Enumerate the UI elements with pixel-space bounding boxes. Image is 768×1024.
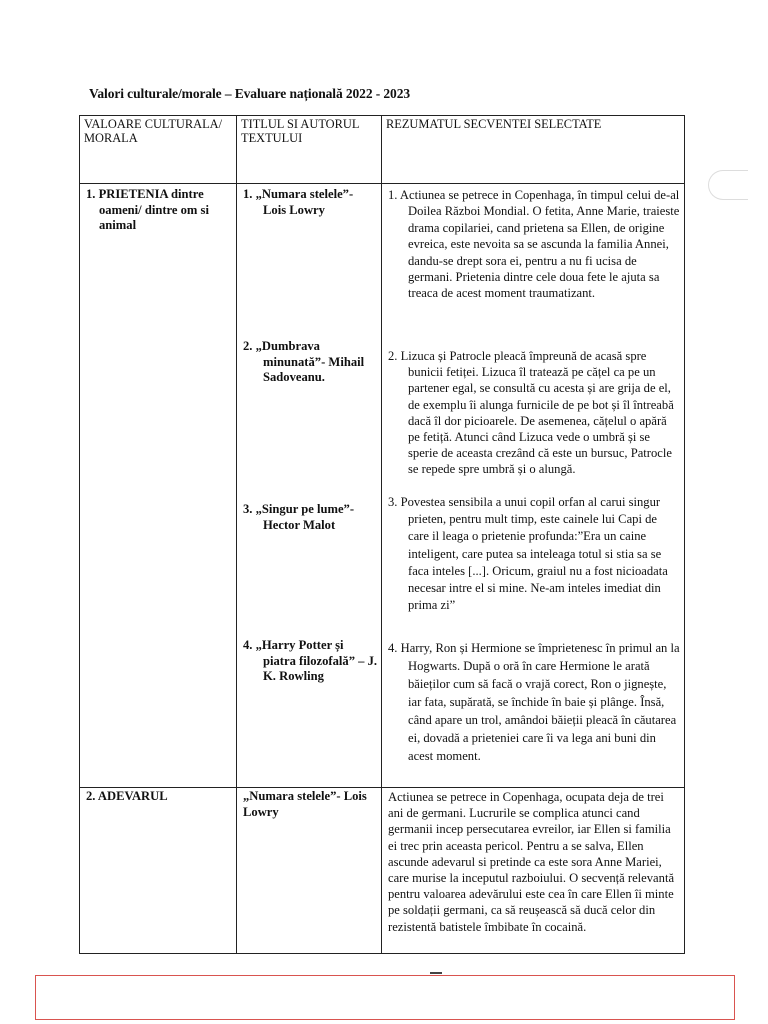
header-summary: REZUMATUL SECVENTEI SELECTATE: [382, 116, 685, 184]
summary-item: 2. Lizuca și Patrocle pleacă împreună de acasă spre bunicii fetiței. Lizuca îl tratează pe cățel ca pe un partener egal, se consultă cu acesta și are grija de el, de exemplu îi alunga furnicile de pe bot și îl întreabă dacă îl dor picioarele. De asemenea, cățelul o apără pe fetiță. Atunci când Lizuca vede o umbră și se sperie de aceasta crezând că este un bursuc, Patrocle se repede spre umbră și o alungă.: [388, 349, 674, 477]
highlight-box: [35, 975, 735, 1020]
title-item: 4. „Harry Potter și piatra filozofală” – J. K. Rowling: [243, 638, 378, 684]
title-cell: [237, 788, 382, 954]
values-table: [79, 115, 685, 954]
table-row: [80, 184, 685, 788]
page-mark: [430, 972, 442, 974]
value-cell: [80, 184, 237, 788]
value-text: 1. PRIETENIA dintre oameni/ dintre om si animal: [86, 187, 209, 233]
summary-cell: [382, 788, 685, 954]
header-value: VALOARE CULTURALA/ MORALA: [80, 116, 237, 184]
header-title-author: TITLUL SI AUTORUL TEXTULUI: [237, 116, 382, 184]
summary-item: 1. Actiunea se petrece in Copenhaga, în timpul celui de-al Doilea Război Mondial. O fetita, Anne Marie, traieste drama copilariei, cand prietena sa Ellen, de origine evreica, este nevoita sa se ascunda la familia Annei, dandu-se drept sora ei, pentru a nu fi ucisa de germani. Prietenia dintre cele doua fete le ajuta sa treaca de acest moment traumatizant.: [388, 188, 680, 301]
summary-cell: [382, 184, 685, 788]
title-item: 2. „Dumbrava minunată”- Mihail Sadoveanu.: [243, 339, 365, 385]
value-cell: [80, 788, 237, 954]
title-cell: [237, 184, 382, 788]
title-item: 1. „Numara stelele”- Lois Lowry: [243, 187, 354, 217]
table-row: [80, 788, 685, 954]
value-text: 2. ADEVARUL: [86, 789, 168, 803]
summary-item: 3. Povestea sensibila a unui copil orfan al carui singur prieten, pentru mult timp, este cainele lui Capi de care il leaga o prietenie profunda:”Era un caine inteligent, care putea sa inteleaga totul si stia sa se faca inteles [...]. Oricum, graiul nu a fost nicioadata necesar intre el si mine. Ne-am inteles imediat din prima zi”: [388, 495, 668, 613]
page-title: Valori culturale/morale – Evaluare națională 2022 - 2023: [89, 86, 411, 101]
side-tab[interactable]: [708, 170, 748, 200]
summary-item: Actiunea se petrece in Copenhaga, ocupata deja de trei ani de germani. Lucrurile se complica atunci cand germanii incep persecutarea evreilor, iar Ellen si familia ei trec prin aceasta pericol. Pentru a se salva, Ellen ascunde adevarul si pretinde ca este sora Anne Mariei, care murise la inceputul razboiului. O secvență relevantă pentru valoarea adevărului este cea în care Ellen îi minte pe soldații germani, ca să reușească să ducă celor din rezistentă batistele îmbibate în cocaină.: [388, 790, 675, 934]
title-item: 3. „Singur pe lume”- Hector Malot: [243, 502, 355, 532]
summary-item: 4. Harry, Ron și Hermione se împrietenesc în primul an la Hogwarts. După o oră în care Hermione le arată băieților cum să facă o vrajă corect, Ron o jignește, iar fata, supărată, se închide în baie și plânge. Însă, când apare un trol, amândoi băieții pleacă în căutarea ei, dovadă a prieteniei care îi va lega ani buni din acest moment.: [388, 641, 680, 763]
title-item: „Numara stelele”- Lois Lowry: [243, 789, 367, 819]
table-header-row: [80, 116, 685, 184]
